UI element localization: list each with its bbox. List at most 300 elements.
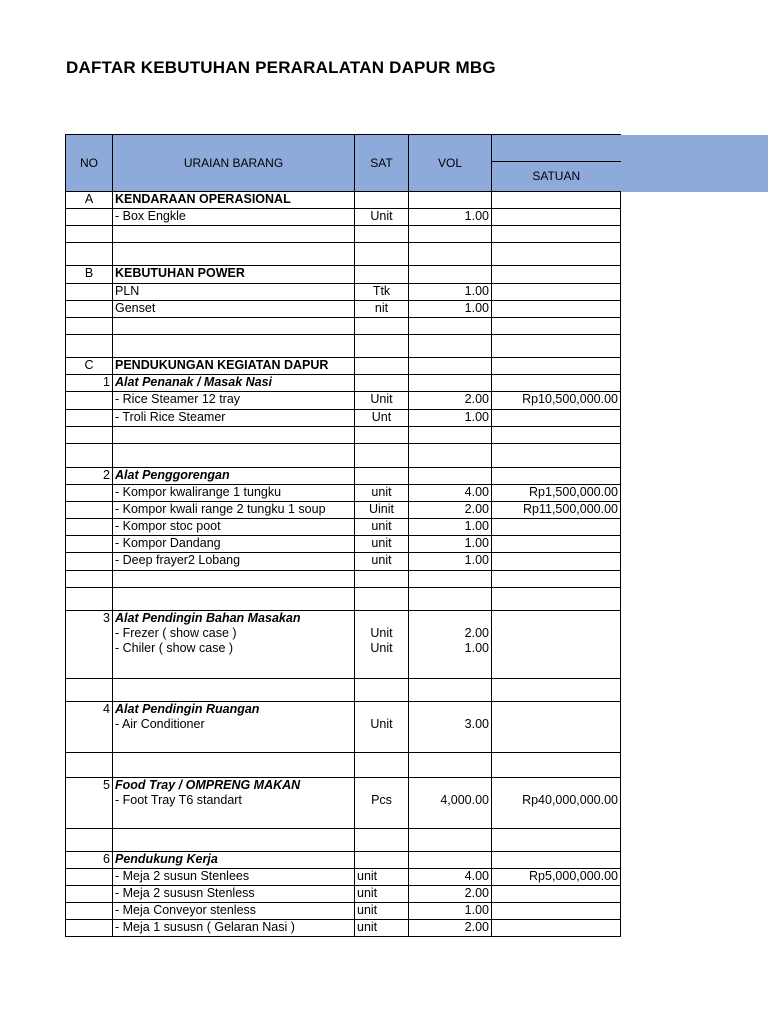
cell-sat-line <box>357 318 406 333</box>
cell-vol-line <box>411 588 489 603</box>
cell-uraian <box>113 571 355 588</box>
cell-uraian <box>113 243 355 266</box>
cell-harga-line <box>494 536 618 551</box>
cell-sat-line: unit <box>371 519 392 533</box>
cell-harga <box>492 335 621 358</box>
cell-sat <box>355 375 409 392</box>
cell-uraian <box>113 553 355 571</box>
cell-harga-line: Rp40,000,000.00 <box>522 793 618 807</box>
cell-no-line <box>68 903 110 918</box>
cell-sat <box>355 829 409 852</box>
cell-harga <box>492 886 621 903</box>
cell-sat-line: Unit <box>370 641 393 655</box>
cell-uraian-line: - Air Conditioner <box>115 717 205 731</box>
table-row <box>66 502 621 519</box>
cell-harga <box>492 266 621 284</box>
header-harga <box>492 135 621 192</box>
cell-harga <box>492 375 621 392</box>
cell-sat <box>355 553 409 571</box>
cell-harga <box>492 444 621 468</box>
cell-uraian <box>113 318 355 335</box>
cell-vol-line <box>411 829 489 844</box>
cell-uraian-line <box>115 571 352 586</box>
cell-sat <box>355 571 409 588</box>
cell-sat-line <box>357 588 406 603</box>
cell-sat-line: Uinit <box>368 502 394 516</box>
cell-sat-line <box>357 702 406 717</box>
equipment-table <box>65 134 621 937</box>
cell-harga-line: Rp1,500,000.00 <box>529 485 618 499</box>
cell-no-line <box>68 318 110 333</box>
table-row <box>66 410 621 427</box>
cell-vol-line: 1.00 <box>464 301 489 315</box>
cell-no-line <box>68 485 110 500</box>
cell-sat <box>355 468 409 485</box>
cell-vol <box>409 753 492 778</box>
cell-uraian <box>113 392 355 410</box>
cell-harga <box>492 358 621 375</box>
cell-sat-line <box>357 778 406 793</box>
cell-harga-line <box>494 375 618 390</box>
cell-harga <box>492 536 621 553</box>
header-no: NO <box>66 135 113 192</box>
cell-sat-line <box>357 266 406 281</box>
cell-vol-line <box>411 318 489 333</box>
cell-vol-line <box>411 192 489 207</box>
cell-sat-line <box>357 611 406 626</box>
cell-uraian-line <box>115 829 352 844</box>
table-row <box>66 869 621 886</box>
cell-no <box>66 192 113 209</box>
cell-uraian-line: - Meja 2 susun Stenlees <box>115 869 250 883</box>
cell-no-line <box>68 392 110 407</box>
cell-sat <box>355 753 409 778</box>
cell-no <box>66 588 113 611</box>
cell-vol <box>409 392 492 410</box>
table-row <box>66 444 621 468</box>
cell-no <box>66 536 113 553</box>
cell-uraian <box>113 679 355 702</box>
cell-sat <box>355 679 409 702</box>
cell-sat <box>355 852 409 869</box>
cell-sat-line <box>357 444 406 459</box>
header-sat: SAT <box>355 135 409 192</box>
cell-no-line <box>68 886 110 901</box>
cell-no <box>66 519 113 536</box>
cell-no-line: 6 <box>103 852 110 866</box>
cell-vol-line: 4.00 <box>464 869 489 883</box>
cell-harga-line <box>494 753 618 768</box>
cell-no <box>66 318 113 335</box>
cell-vol-line: 1.00 <box>464 536 489 550</box>
cell-no <box>66 375 113 392</box>
cell-sat <box>355 519 409 536</box>
table-row <box>66 753 621 778</box>
cell-uraian-line: - Meja Conveyor stenless <box>115 903 257 917</box>
cell-sat-line <box>357 358 406 373</box>
table-row <box>66 226 621 243</box>
cell-uraian-line: - Troli Rice Steamer <box>115 410 226 424</box>
cell-harga-line <box>494 444 618 459</box>
table-row <box>66 209 621 226</box>
cell-uraian <box>113 778 355 829</box>
cell-no-line: 3 <box>103 611 110 625</box>
table-row <box>66 427 621 444</box>
cell-sat <box>355 243 409 266</box>
cell-uraian-line: - Kompor kwalirange 1 tungku <box>115 485 282 499</box>
cell-sat <box>355 903 409 920</box>
cell-sat-line: Ttk <box>372 284 391 298</box>
cell-no <box>66 903 113 920</box>
cell-vol-line <box>411 852 489 867</box>
cell-sat-line <box>357 829 406 844</box>
cell-sat-line: Unt <box>371 410 392 424</box>
table-row <box>66 536 621 553</box>
cell-uraian <box>113 869 355 886</box>
cell-sat <box>355 920 409 937</box>
cell-sat-line <box>357 753 406 768</box>
cell-harga-line <box>494 519 618 534</box>
cell-uraian-line: PENDUKUNGAN KEGIATAN DAPUR <box>115 358 329 372</box>
cell-uraian-line: Pendukung Kerja <box>115 852 218 866</box>
cell-sat <box>355 226 409 243</box>
cell-uraian <box>113 375 355 392</box>
cell-no <box>66 920 113 937</box>
cell-vol-line <box>411 266 489 281</box>
cell-no-line <box>68 444 110 459</box>
cell-sat-line <box>357 468 406 483</box>
cell-no <box>66 611 113 679</box>
cell-no <box>66 679 113 702</box>
cell-sat <box>355 886 409 903</box>
cell-no <box>66 869 113 886</box>
cell-vol-line: 2.00 <box>464 920 489 934</box>
cell-vol-line <box>411 375 489 390</box>
cell-no-line <box>68 553 110 568</box>
table-row <box>66 778 621 829</box>
cell-uraian-line: - Deep frayer2 Lobang <box>115 553 241 567</box>
cell-vol-line: 4,000.00 <box>440 793 489 807</box>
cell-harga <box>492 571 621 588</box>
cell-harga-line <box>494 553 618 568</box>
cell-harga <box>492 903 621 920</box>
cell-harga-line <box>494 358 618 373</box>
cell-uraian-line: Alat Pendingin Ruangan <box>115 702 260 716</box>
table-row <box>66 571 621 588</box>
cell-no-line <box>68 829 110 844</box>
cell-harga <box>492 192 621 209</box>
cell-sat-line: Unit <box>370 717 393 731</box>
table-row <box>66 679 621 702</box>
cell-vol-line <box>411 753 489 768</box>
cell-vol <box>409 611 492 679</box>
cell-no-line <box>68 209 110 224</box>
cell-harga <box>492 485 621 502</box>
cell-harga <box>492 611 621 679</box>
cell-uraian-line <box>115 318 352 333</box>
cell-uraian <box>113 753 355 778</box>
cell-no <box>66 485 113 502</box>
cell-sat-line <box>357 571 406 586</box>
cell-sat-line <box>357 243 406 258</box>
cell-no-line <box>68 284 110 299</box>
cell-sat <box>355 485 409 502</box>
cell-vol <box>409 852 492 869</box>
cell-harga <box>492 226 621 243</box>
cell-vol <box>409 226 492 243</box>
cell-sat <box>355 335 409 358</box>
cell-sat-line <box>357 375 406 390</box>
cell-harga-line <box>494 679 618 694</box>
cell-uraian <box>113 702 355 753</box>
cell-no <box>66 410 113 427</box>
cell-sat <box>355 392 409 410</box>
cell-no-line: B <box>84 266 94 280</box>
cell-no <box>66 702 113 753</box>
cell-no-line <box>68 410 110 425</box>
cell-uraian <box>113 852 355 869</box>
cell-harga <box>492 869 621 886</box>
cell-sat-line: unit <box>371 553 392 567</box>
cell-sat <box>355 192 409 209</box>
cell-vol <box>409 301 492 318</box>
cell-uraian <box>113 266 355 284</box>
cell-vol-line: 1.00 <box>464 209 489 223</box>
cell-no-line <box>68 920 110 935</box>
cell-vol-line: 1.00 <box>464 519 489 533</box>
cell-uraian-line: - Kompor kwali range 2 tungku 1 soup <box>115 502 326 516</box>
cell-harga-line <box>494 410 618 425</box>
cell-sat <box>355 444 409 468</box>
cell-uraian-line: - Kompor Dandang <box>115 536 221 550</box>
cell-no-line: 2 <box>103 468 110 482</box>
cell-uraian-line: Food Tray / OMPRENG MAKAN <box>115 778 301 792</box>
cell-harga-line <box>494 611 618 626</box>
cell-no <box>66 335 113 358</box>
cell-sat-line: unit <box>357 920 378 934</box>
cell-vol-line: 2.00 <box>464 886 489 900</box>
cell-harga-line <box>494 778 618 793</box>
cell-vol <box>409 318 492 335</box>
cell-vol-line: 1.00 <box>464 410 489 424</box>
cell-vol-line <box>411 611 489 626</box>
cell-sat <box>355 536 409 553</box>
cell-harga <box>492 209 621 226</box>
cell-harga-line: Rp5,000,000.00 <box>529 869 618 883</box>
cell-no-line <box>68 301 110 316</box>
cell-vol <box>409 829 492 852</box>
cell-no-line: 5 <box>103 778 110 792</box>
cell-no <box>66 266 113 284</box>
cell-harga <box>492 852 621 869</box>
cell-harga <box>492 392 621 410</box>
cell-vol <box>409 588 492 611</box>
cell-sat-line: unit <box>357 869 378 883</box>
table-row <box>66 886 621 903</box>
cell-vol <box>409 410 492 427</box>
table-row <box>66 358 621 375</box>
cell-sat <box>355 502 409 519</box>
cell-vol <box>409 266 492 284</box>
cell-uraian-line: Genset <box>115 301 156 315</box>
cell-vol-line: 1.00 <box>464 903 489 917</box>
cell-no-line <box>68 226 110 241</box>
cell-no <box>66 778 113 829</box>
cell-vol <box>409 485 492 502</box>
cell-vol <box>409 444 492 468</box>
cell-vol-line <box>411 444 489 459</box>
cell-uraian-line: - Meja 2 sususn Stenless <box>115 886 255 900</box>
cell-harga-line <box>494 702 618 717</box>
cell-harga <box>492 519 621 536</box>
cell-vol <box>409 553 492 571</box>
table-row <box>66 611 621 679</box>
cell-sat-line <box>357 335 406 350</box>
cell-no <box>66 427 113 444</box>
cell-sat <box>355 318 409 335</box>
cell-harga-line <box>494 209 618 224</box>
table-row <box>66 519 621 536</box>
cell-harga-line <box>494 192 618 207</box>
cell-vol-line: 3.00 <box>464 717 489 731</box>
cell-harga-line <box>494 318 618 333</box>
header-band-extension <box>620 135 768 192</box>
cell-uraian-line <box>115 588 352 603</box>
cell-uraian-line <box>115 335 352 350</box>
cell-vol <box>409 358 492 375</box>
cell-uraian <box>113 192 355 209</box>
cell-vol <box>409 903 492 920</box>
header-vol: VOL <box>409 135 492 192</box>
cell-uraian-line: - Box Engkle <box>115 209 186 223</box>
cell-no <box>66 468 113 485</box>
cell-uraian-line: - Frezer ( show case ) <box>115 626 237 640</box>
cell-harga <box>492 778 621 829</box>
cell-uraian <box>113 485 355 502</box>
cell-uraian <box>113 886 355 903</box>
cell-uraian-line: KEBUTUHAN POWER <box>115 266 245 280</box>
cell-vol <box>409 192 492 209</box>
cell-vol <box>409 920 492 937</box>
cell-vol-line: 2.00 <box>464 502 489 516</box>
cell-harga-line <box>494 284 618 299</box>
cell-harga-line <box>494 468 618 483</box>
cell-uraian <box>113 536 355 553</box>
cell-sat-line: nit <box>374 301 389 315</box>
table-row <box>66 375 621 392</box>
cell-uraian-line <box>115 753 352 768</box>
cell-vol <box>409 209 492 226</box>
cell-vol <box>409 468 492 485</box>
cell-sat-line <box>357 679 406 694</box>
cell-sat-line: Unit <box>370 392 393 406</box>
cell-uraian-line: - Meja 1 sususn ( Gelaran Nasi ) <box>115 920 295 934</box>
cell-sat <box>355 702 409 753</box>
cell-harga-line <box>494 903 618 918</box>
cell-no-line <box>68 335 110 350</box>
cell-sat-line: Unit <box>370 209 393 223</box>
cell-uraian <box>113 301 355 318</box>
cell-uraian-line <box>115 226 352 241</box>
cell-uraian-line: - Kompor stoc poot <box>115 519 221 533</box>
cell-harga-line <box>494 852 618 867</box>
cell-uraian-line: Alat Penggorengan <box>115 468 230 482</box>
cell-no-line <box>68 679 110 694</box>
table-row <box>66 266 621 284</box>
cell-uraian-line: - Chiler ( show case ) <box>115 641 234 655</box>
cell-no-line <box>68 588 110 603</box>
cell-uraian <box>113 920 355 937</box>
cell-sat-line: unit <box>357 903 378 917</box>
cell-harga <box>492 468 621 485</box>
cell-no-line <box>68 243 110 258</box>
table-row <box>66 903 621 920</box>
cell-no-line: 4 <box>103 702 110 716</box>
cell-no <box>66 209 113 226</box>
cell-uraian <box>113 410 355 427</box>
table-row <box>66 284 621 301</box>
table-row <box>66 301 621 318</box>
cell-no <box>66 301 113 318</box>
cell-uraian-line: - Rice Steamer 12 tray <box>115 392 241 406</box>
cell-sat <box>355 209 409 226</box>
cell-no <box>66 243 113 266</box>
cell-no <box>66 553 113 571</box>
cell-uraian <box>113 519 355 536</box>
cell-uraian-line <box>115 679 352 694</box>
cell-harga <box>492 553 621 571</box>
cell-uraian-line <box>115 444 352 459</box>
cell-vol-line: 4.00 <box>464 485 489 499</box>
cell-vol-line: 2.00 <box>464 392 489 406</box>
cell-uraian <box>113 502 355 519</box>
cell-vol-line <box>411 778 489 793</box>
cell-vol-line: 1.00 <box>464 284 489 298</box>
cell-harga <box>492 410 621 427</box>
cell-vol <box>409 502 492 519</box>
cell-sat <box>355 588 409 611</box>
cell-sat-line: unit <box>371 485 392 499</box>
table-row <box>66 702 621 753</box>
table-row <box>66 468 621 485</box>
cell-sat-line <box>357 192 406 207</box>
cell-vol-line <box>411 468 489 483</box>
cell-sat-line <box>357 427 406 442</box>
cell-harga-line: Rp11,500,000.00 <box>523 502 618 516</box>
cell-sat <box>355 611 409 679</box>
cell-no-line <box>68 519 110 534</box>
cell-uraian-line: - Foot Tray T6 standart <box>115 793 242 807</box>
cell-vol <box>409 679 492 702</box>
cell-vol <box>409 571 492 588</box>
cell-vol-line <box>411 679 489 694</box>
cell-harga <box>492 679 621 702</box>
cell-vol-line <box>411 243 489 258</box>
cell-uraian <box>113 335 355 358</box>
table-row <box>66 920 621 937</box>
cell-vol-line: 1.00 <box>464 553 489 567</box>
cell-harga <box>492 243 621 266</box>
cell-harga-line <box>494 266 618 281</box>
table-row <box>66 852 621 869</box>
document-title: DAFTAR KEBUTUHAN PERARALATAN DAPUR MBG <box>66 58 496 77</box>
table-row <box>66 588 621 611</box>
cell-vol-line <box>411 226 489 241</box>
cell-vol <box>409 778 492 829</box>
cell-vol <box>409 427 492 444</box>
cell-sat-line <box>357 852 406 867</box>
cell-harga-line <box>494 226 618 241</box>
